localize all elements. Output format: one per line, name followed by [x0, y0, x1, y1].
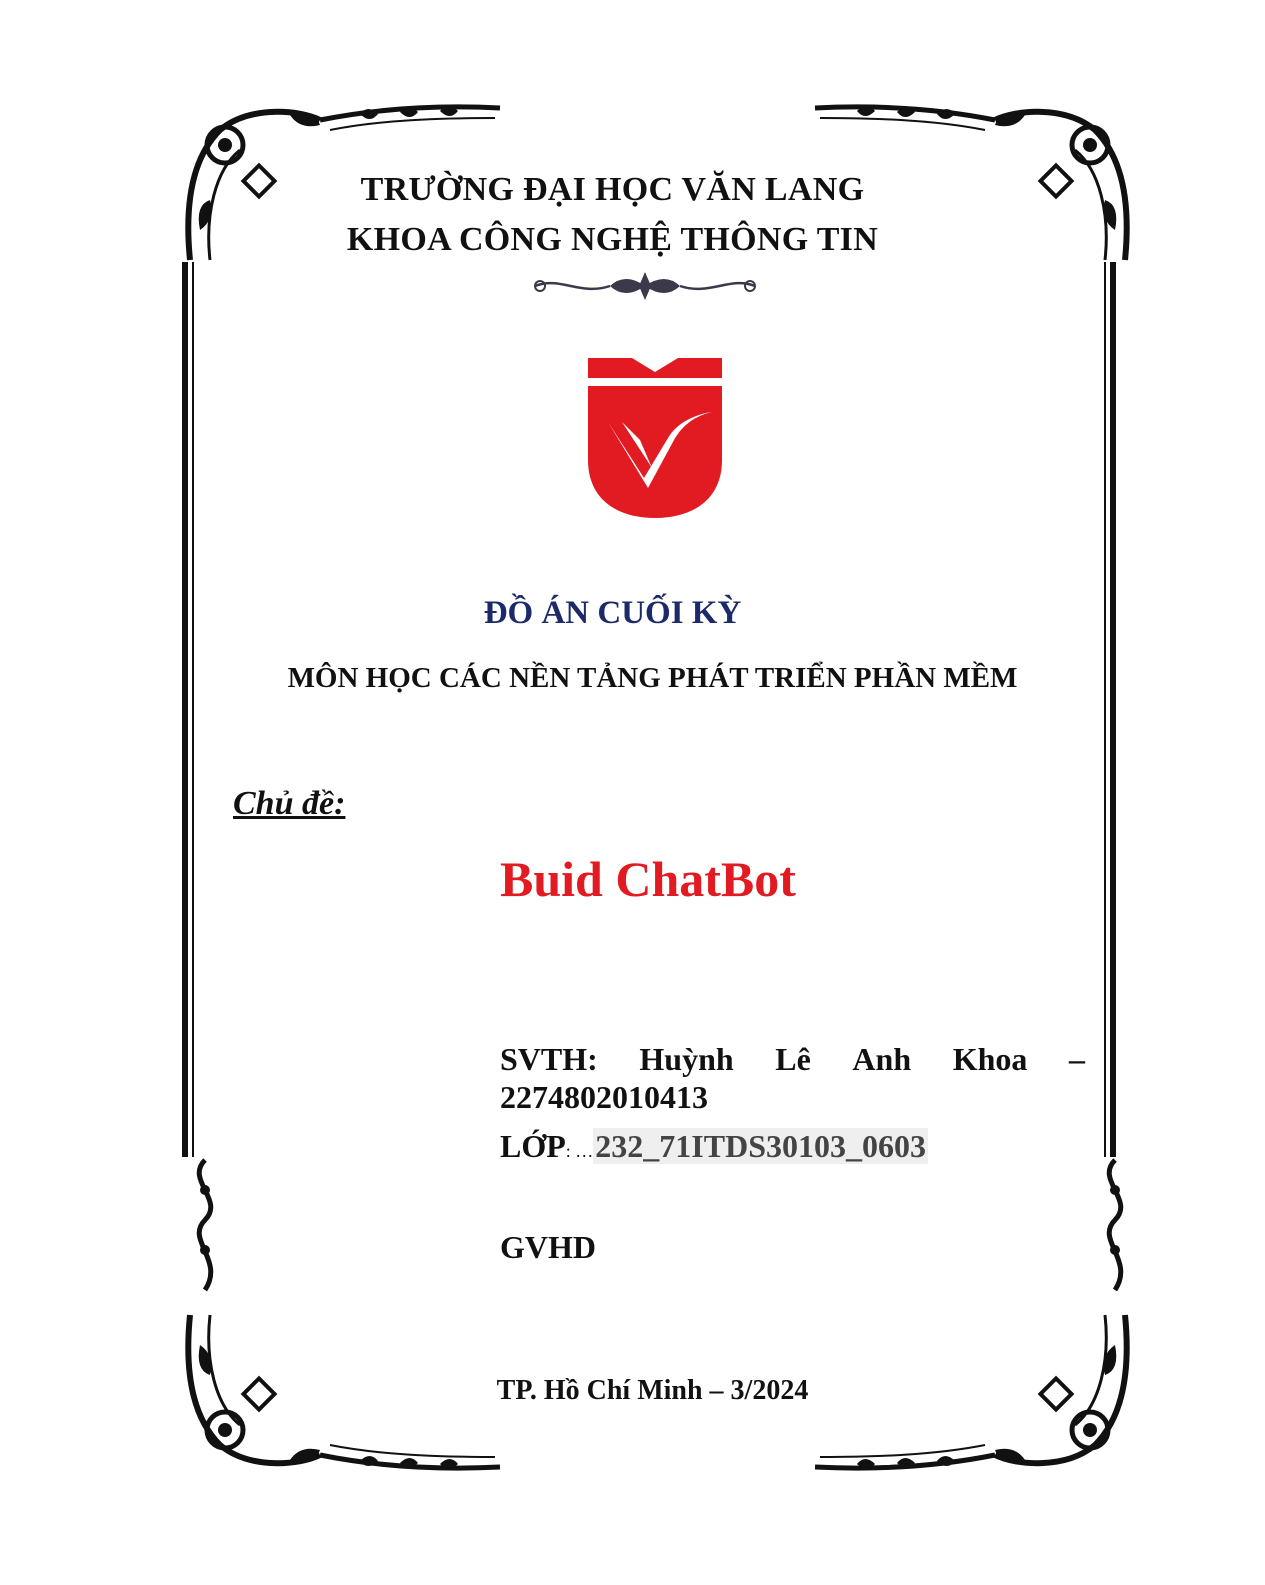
frame-right-line-inner [1104, 262, 1106, 1157]
student-name-word: Huỳnh [639, 1041, 734, 1077]
side-ornament-left-icon [180, 1160, 230, 1290]
university-name: TRƯỜNG ĐẠI HỌC VĂN LANG [360, 171, 865, 208]
topic-label: Chủ đề: [233, 785, 346, 822]
student-name-word: – [1068, 1041, 1085, 1077]
student-name-word: Lê [775, 1041, 811, 1077]
frame-left-line-inner [192, 262, 194, 1157]
place-date: TP. Hồ Chí Minh – 3/2024 [496, 1375, 809, 1406]
university-logo-icon [582, 350, 728, 522]
side-ornament-right-icon [1090, 1160, 1140, 1290]
student-id: 2274802010413 [500, 1079, 708, 1115]
divider-flourish-icon [530, 268, 760, 304]
course-name: MÔN HỌC CÁC NỀN TẢNG PHÁT TRIỂN PHẦN MỀM [287, 662, 1018, 694]
frame-right-line [1110, 262, 1116, 1157]
class-code: 232_71ITDS30103_0603 [595, 1128, 926, 1164]
university-header [0, 165, 1225, 265]
document-title: ĐỒ ÁN CUỐI KỲ [483, 595, 742, 631]
faculty-name: KHOA CÔNG NGHỆ THÔNG TIN [346, 221, 879, 258]
class-separator: : … [565, 1141, 594, 1161]
advisor-label: GVHD [500, 1229, 596, 1265]
topic-title: Buid ChatBot [500, 851, 796, 907]
student-info [500, 1040, 1085, 1116]
class-info [500, 1128, 928, 1165]
student-name-word: Anh [852, 1041, 912, 1077]
student-name-word: Khoa [952, 1041, 1028, 1077]
student-label: SVTH: [500, 1041, 598, 1077]
frame-left-line [182, 262, 188, 1157]
student-name-row [500, 1040, 1085, 1078]
class-label: LỚP [500, 1128, 566, 1164]
